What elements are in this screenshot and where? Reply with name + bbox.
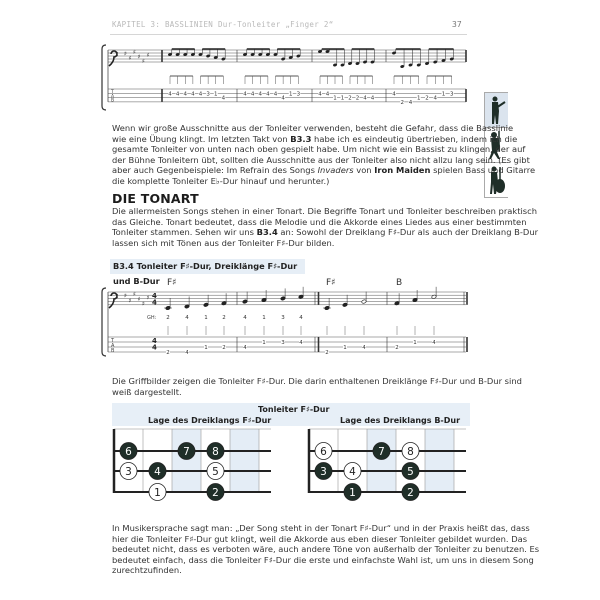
text-line <box>112 387 468 398</box>
notation-example-b3-3 <box>0 0 600 120</box>
fingering-number: 4 <box>299 315 303 321</box>
text-run: an: Sowohl der Dreiklang F♯-Dur als auch der Dreiklang B-Dur <box>277 227 539 238</box>
tab-fret-number: 1 <box>289 91 293 98</box>
fingering-number: 4 <box>185 315 189 321</box>
tab-fret-number: 4 <box>433 95 437 102</box>
text-line <box>112 144 526 155</box>
scale-degree-label: 1 <box>154 486 161 499</box>
tab-fret-number: 1 <box>262 340 266 346</box>
tab-fret-number: 4 <box>250 91 255 98</box>
fingering-number: 4 <box>243 315 247 321</box>
tab-fret-number: 4 <box>168 91 172 98</box>
chord-symbol: B <box>396 278 403 288</box>
sharp-icon: ♯ <box>146 52 150 59</box>
tab-fret-number: 4 <box>191 91 195 98</box>
chord-symbol: F♯ <box>167 278 177 288</box>
notation-example-b3-4 <box>0 275 600 365</box>
text-line <box>112 376 522 387</box>
tab-fret-number: 1 <box>413 340 417 346</box>
text-run: Die allermeisten Songs stehen in einer Tonart. Die Begriffe Tonart und Tonleiter beschreiben praktisch <box>112 206 538 216</box>
sharp-icon: ♯ <box>124 50 127 58</box>
tab-clef-letter: A <box>111 343 115 349</box>
text-line <box>112 227 539 238</box>
tab-fret-number: 3 <box>296 91 301 98</box>
time-signature: 4 <box>152 298 157 307</box>
tab-fret-number: 3 <box>450 91 454 98</box>
tab-time-signature: 4 <box>152 337 157 345</box>
tab-clef-letter: B <box>111 98 115 104</box>
text-line <box>112 123 514 134</box>
text-run: von <box>353 165 375 176</box>
tab-fret-number: 4 <box>325 91 330 98</box>
text-line <box>112 238 468 249</box>
scale-degree-label: 3 <box>125 465 132 478</box>
fingering-number: 1 <box>204 315 208 321</box>
fret-shading <box>367 429 396 492</box>
scale-degree-label: 6 <box>125 445 132 458</box>
text-run: bedeutet nicht, dass es verboten wäre, auch andere Töne von außerhalb der Tonleiter zu benutzen. Es <box>112 544 540 555</box>
sharp-icon: ♯ <box>142 300 145 308</box>
section-heading: DIE TONART <box>112 191 199 206</box>
italic-text: Invaders <box>317 165 354 176</box>
text-run: Tonleiter stammen. Sehen wir uns <box>112 227 257 238</box>
chord-symbol: F♯ <box>326 278 336 288</box>
text-run: der Bühne Tonleitern übt, sollten die Ausschnitte aus der Tonleiter also nicht allzu lang sein. (Es gibt <box>112 154 530 165</box>
time-signature: 4 <box>152 292 157 300</box>
paragraph-tonart <box>112 206 539 248</box>
text-run: aber auch Gegenbeispiele: Im Refrain des Songs <box>112 165 318 176</box>
tab-fret-number: 4 <box>221 95 226 102</box>
tab-fret-number: 2 <box>355 95 360 102</box>
paragraph-scale-excerpts <box>112 123 536 187</box>
scale-degree-label: 4 <box>349 465 356 478</box>
fretboard-title-fsharp: Lage des Dreiklangs F♯-Dur <box>148 416 272 425</box>
example-label: B3.4 Tonleiter F♯-Dur, Dreiklänge F♯-Dur und B-Dur <box>110 259 305 274</box>
bass-clef-dot <box>116 52 118 54</box>
text-run: wie eine Übung klingt. Im letzten Takt von <box>112 133 291 144</box>
tab-fret-number: 4 <box>243 91 247 98</box>
tab-fret-number: 4 <box>273 91 278 98</box>
scale-degree-label: 5 <box>407 465 414 478</box>
scale-degree-label: 7 <box>378 445 385 458</box>
tab-clef-letter: T <box>111 338 115 344</box>
tab-fret-number: 4 <box>370 95 375 102</box>
page-number: 37 <box>452 20 462 29</box>
paragraph-musikersprache <box>112 523 540 576</box>
tab-fret-number: 1 <box>214 91 218 98</box>
bold-text: Iron Maiden <box>374 165 431 176</box>
sharp-icon: ♯ <box>142 58 145 65</box>
tab-fret-number: 2 <box>325 350 329 356</box>
text-run: hier die Tonleiter F♯-Dur gut klingt, weil die Akkorde aus eben dieser Tonleiter gebildet wurden. Das <box>112 533 528 544</box>
tab-fret-number: 4 <box>408 99 413 106</box>
tab-fret-number: 3 <box>281 340 285 346</box>
scale-degree-label: 1 <box>349 486 356 499</box>
scale-degree-label: 6 <box>320 445 327 458</box>
tab-clef-letter: A <box>111 94 115 100</box>
text-run: das Gleiche. Tonart bedeutet, dass die Melodie und die Akkorde eines Liedes aus einer bestimmten <box>112 216 527 227</box>
tab-fret-number: 4 <box>198 91 203 98</box>
scale-degree-label: 2 <box>212 486 219 499</box>
text-run: bedeutet einfach, dass die Tonleiter F♯-Dur die erste und einfachste Wahl ist, um uns in diesem Song <box>112 554 534 565</box>
scale-degree-label: 3 <box>320 465 327 478</box>
text-run: gesamte Tonleiter von unten nach oben gespielt habe. Um nicht wie ein Bassist zu klingen, der auf <box>112 144 526 155</box>
system-brace <box>102 45 106 110</box>
tab-time-signature: 4 <box>152 343 157 352</box>
tab-fret-number: 2 <box>166 350 170 356</box>
system-brace <box>102 288 106 356</box>
text-run: habe ich es eindeutig übertrieben, indem ich die <box>311 133 518 144</box>
fingering-number: 1 <box>262 315 266 321</box>
tab-fret-number: 4 <box>243 345 247 351</box>
fingering-label: GH: <box>147 315 157 321</box>
tab-fret-number: 4 <box>183 91 187 98</box>
bass-clef-dot <box>116 294 118 296</box>
running-header: KAPITEL 3: BASSLINIEN Dur-Tonleiter „Finger 2“ <box>112 20 334 29</box>
tab-fret-number: 1 <box>340 95 345 102</box>
tab-fret-number: 1 <box>204 345 208 351</box>
scale-degree-label: 4 <box>154 465 161 478</box>
tab-clef-letter: T <box>111 90 114 95</box>
text-line <box>112 523 530 534</box>
text-run: lassen sich mit Tönen aus der Tonleiter F♯-Dur bilden. <box>112 237 335 248</box>
fret-shading <box>172 429 201 492</box>
fret-shading <box>425 429 454 492</box>
tab-fret-number: 2 <box>222 345 226 351</box>
text-run: In Musikersprache sagt man: „Der Song steht in der Tonart F♯-Dur“ und in der Praxis heißt das, dass <box>112 523 530 533</box>
tab-fret-number: 1 <box>343 345 347 351</box>
fingering-number: 2 <box>166 315 170 321</box>
text-line <box>112 565 468 576</box>
sharp-icon: ♯ <box>128 297 132 305</box>
sharp-icon: ♯ <box>133 49 136 56</box>
scale-degree-label: 8 <box>407 445 414 458</box>
text-run: weiß dargestellt. <box>112 386 182 397</box>
tab-fret-number: 4 <box>392 91 396 98</box>
scale-degree-label: 5 <box>212 465 219 478</box>
fingering-number: 3 <box>281 315 285 321</box>
tab-fret-number: 1 <box>417 95 421 102</box>
text-run: Die Griffbilder zeigen die Tonleiter F♯-Dur. Die darin enthaltenen Dreiklänge F♯-Dur und B-Dur sind <box>112 376 522 386</box>
fretboard-diagrams <box>0 425 600 505</box>
tab-fret-number: 1 <box>441 91 446 98</box>
tab-fret-number: 2 <box>400 99 404 106</box>
text-line <box>112 133 518 145</box>
scale-degree-label: 8 <box>212 445 219 458</box>
text-line <box>112 216 527 228</box>
tab-fret-number: 4 <box>266 91 270 98</box>
tab-fret-number: 4 <box>175 91 180 98</box>
tab-fret-number: 4 <box>362 345 366 351</box>
scale-degree-label: 7 <box>183 445 190 458</box>
text-run: Wenn wir große Ausschnitte aus der Tonleiter verwenden, besteht die Gefahr, dass die Basslinie <box>112 123 514 133</box>
tab-fret-number: 2 <box>348 95 352 102</box>
text-line <box>112 165 536 176</box>
bass-clef-dot <box>116 297 118 299</box>
bold-text: B3.3 <box>290 133 312 144</box>
tab-fret-number: 2 <box>425 95 429 102</box>
tab-fret-number: 4 <box>318 91 322 98</box>
text-run: spielen Bass und Gitarre <box>430 165 536 176</box>
sharp-icon: ♯ <box>137 295 141 303</box>
tab-fret-number: 1 <box>333 95 337 102</box>
tab-clef-letter: B <box>111 348 115 354</box>
fingering-number: 2 <box>222 315 226 321</box>
bold-text: B3.4 <box>256 227 278 238</box>
text-line <box>112 554 534 566</box>
fretboard-title-b: Lage des Dreiklangs B-Dur <box>340 416 461 425</box>
scale-degree-label: 2 <box>407 486 414 499</box>
text-run: zurechtzufinden. <box>112 565 182 576</box>
tab-fret-number: 3 <box>206 91 210 98</box>
sharp-icon: ♯ <box>128 55 132 62</box>
text-line <box>112 533 528 545</box>
tab-fret-number: 4 <box>281 95 285 102</box>
fret-shading <box>230 429 259 492</box>
sharp-icon: ♯ <box>133 291 136 299</box>
paragraph-griffbilder <box>112 376 522 397</box>
tab-fret-number: 4 <box>185 350 189 356</box>
sharp-icon: ♯ <box>137 53 141 61</box>
text-line <box>112 206 538 217</box>
text-run: die komplette Tonleiter E♭-Dur hinauf und herunter.) <box>112 175 330 186</box>
bass-clef-dot <box>116 55 118 57</box>
text-line <box>112 544 540 555</box>
tab-fret-number: 4 <box>258 91 262 98</box>
text-line <box>112 176 468 187</box>
tab-fret-number: 2 <box>395 345 399 351</box>
sharp-icon: ♯ <box>124 292 127 300</box>
text-line <box>112 154 530 166</box>
tab-fret-number: 4 <box>363 95 367 102</box>
tab-fret-number: 4 <box>432 340 436 346</box>
tab-fret-number: 4 <box>299 340 303 346</box>
sharp-icon: ♯ <box>146 294 150 302</box>
fretboard-main-title: Tonleiter F♯-Dur <box>258 405 330 414</box>
